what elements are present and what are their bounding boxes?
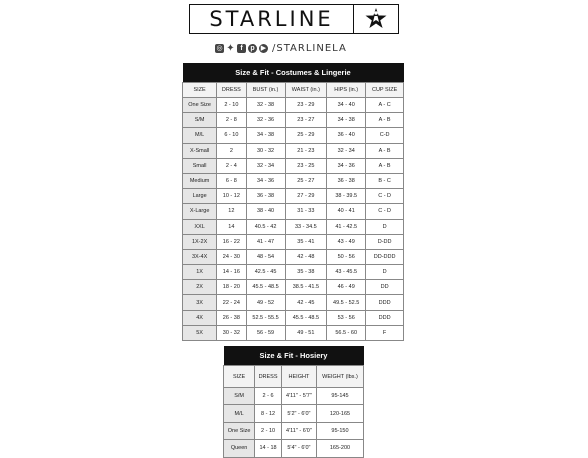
brand-logo — [189, 4, 399, 34]
table-row — [183, 204, 404, 219]
table-row — [224, 388, 364, 405]
table-cell: 5'4" - 6'0" — [281, 440, 316, 457]
table-cell: 27 - 29 — [285, 189, 327, 204]
social-handle[interactable]: /STARLINELA — [272, 42, 347, 54]
table-cell: 95-150 — [316, 422, 363, 439]
table-cell: B - C — [366, 173, 404, 188]
row-size-label: Medium — [183, 173, 217, 188]
table-cell: 34 - 40 — [327, 98, 366, 113]
table-cell: 18 - 20 — [217, 280, 246, 295]
table-cell: A - B — [366, 113, 404, 128]
row-size-label: S/M — [224, 388, 255, 405]
table-cell: 120-165 — [316, 405, 363, 422]
table-cell: 32 - 36 — [246, 113, 285, 128]
social-bar — [215, 41, 385, 55]
table-row — [183, 98, 404, 113]
table-cell: 4'11" - 5'7" — [281, 388, 316, 405]
youtube-icon[interactable]: ▶ — [260, 44, 267, 52]
row-size-label: Queen — [224, 440, 255, 457]
instagram-icon[interactable]: ◎ — [216, 44, 223, 52]
row-size-label: M/L — [224, 405, 255, 422]
table-row — [224, 440, 364, 457]
row-size-label: 3X — [183, 295, 217, 310]
table-cell: 5'2" - 6'0" — [281, 405, 316, 422]
table-cell: 14 - 18 — [255, 440, 282, 457]
row-size-label: Large — [183, 189, 217, 204]
table-cell: 34 - 36 — [327, 158, 366, 173]
table-cell: 36 - 40 — [327, 128, 366, 143]
table-cell: 41 - 47 — [246, 234, 285, 249]
table-cell: 31 - 33 — [285, 204, 327, 219]
column-header: SIZE — [224, 366, 255, 388]
table-cell: 30 - 32 — [217, 325, 246, 340]
column-header: WAIST (in.) — [285, 83, 327, 98]
row-size-label: XXL — [183, 219, 217, 234]
table-cell: D — [366, 219, 404, 234]
table-cell: 2 - 6 — [255, 388, 282, 405]
row-size-label: 4X — [183, 310, 217, 325]
table-cell: 10 - 12 — [217, 189, 246, 204]
table-cell: 23 - 25 — [285, 158, 327, 173]
costumes-table-title: Size & Fit - Costumes & Lingerie — [183, 63, 404, 83]
table-row — [224, 405, 364, 422]
table-cell: 14 — [217, 219, 246, 234]
table-cell: F — [366, 325, 404, 340]
table-cell: 41 - 42.5 — [327, 219, 366, 234]
table-row — [183, 189, 404, 204]
table-row — [183, 265, 404, 280]
table-cell: 42 - 45 — [285, 295, 327, 310]
table-cell: D-DD — [366, 234, 404, 249]
table-cell: 52.5 - 55.5 — [246, 310, 285, 325]
table-row — [183, 113, 404, 128]
table-cell: 14 - 16 — [217, 265, 246, 280]
table-cell: DD-DDD — [366, 249, 404, 264]
column-header: HIPS (in.) — [327, 83, 366, 98]
table-cell: 23 - 29 — [285, 98, 327, 113]
table-cell: 50 - 56 — [327, 249, 366, 264]
table-cell: 45.5 - 48.5 — [285, 310, 327, 325]
table-cell: 38 - 40 — [246, 204, 285, 219]
column-header: HEIGHT — [281, 366, 316, 388]
table-cell: 25 - 27 — [285, 173, 327, 188]
row-size-label: One Size — [224, 422, 255, 439]
table-cell: 2 - 4 — [217, 158, 246, 173]
table-cell: DDD — [366, 295, 404, 310]
table-cell: 12 — [217, 204, 246, 219]
table-row — [183, 295, 404, 310]
row-size-label: 1X-2X — [183, 234, 217, 249]
table-cell: 23 - 27 — [285, 113, 327, 128]
table-cell: 6 - 10 — [217, 128, 246, 143]
table-cell: 30 - 32 — [246, 143, 285, 158]
table-cell: 24 - 30 — [217, 249, 246, 264]
table-cell: C-D — [366, 128, 404, 143]
table-cell: DDD — [366, 310, 404, 325]
table-row — [224, 422, 364, 439]
row-size-label: 2X — [183, 280, 217, 295]
table-cell: 43 - 45.5 — [327, 265, 366, 280]
table-cell: 21 - 23 — [285, 143, 327, 158]
table-cell: 49.5 - 52.5 — [327, 295, 366, 310]
table-cell: 56.5 - 60 — [327, 325, 366, 340]
table-cell: 8 - 12 — [255, 405, 282, 422]
table-cell: 45.5 - 48.5 — [246, 280, 285, 295]
table-cell: 22 - 24 — [217, 295, 246, 310]
row-size-label: 3X-4X — [183, 249, 217, 264]
row-size-label: X-Small — [183, 143, 217, 158]
table-cell: 26 - 38 — [217, 310, 246, 325]
table-cell: 38 - 39.5 — [327, 189, 366, 204]
table-row — [183, 219, 404, 234]
table-cell: 48 - 54 — [246, 249, 285, 264]
table-cell: 40 - 41 — [327, 204, 366, 219]
table-cell: 49 - 51 — [285, 325, 327, 340]
table-cell: 56 - 59 — [246, 325, 285, 340]
table-cell: A - C — [366, 98, 404, 113]
table-cell: A - B — [366, 143, 404, 158]
table-row — [183, 234, 404, 249]
table-row — [183, 280, 404, 295]
table-cell: C - D — [366, 189, 404, 204]
table-cell: 36 - 38 — [327, 173, 366, 188]
table-cell: 35 - 38 — [285, 265, 327, 280]
table-header-row — [224, 366, 364, 388]
table-cell: 36 - 38 — [246, 189, 285, 204]
table-cell: 33 - 34.5 — [285, 219, 327, 234]
table-cell: DD — [366, 280, 404, 295]
table-cell: 2 - 10 — [255, 422, 282, 439]
column-header: CUP SIZE — [366, 83, 404, 98]
table-cell: 4'11" - 6'0" — [281, 422, 316, 439]
table-cell: 40.5 - 42 — [246, 219, 285, 234]
table-cell: 34 - 36 — [246, 173, 285, 188]
table-cell: A - B — [366, 158, 404, 173]
table-row — [183, 128, 404, 143]
table-cell: 16 - 22 — [217, 234, 246, 249]
row-size-label: Small — [183, 158, 217, 173]
row-size-label: 5X — [183, 325, 217, 340]
table-cell: 35 - 41 — [285, 234, 327, 249]
table-row — [183, 310, 404, 325]
table-cell: C - D — [366, 204, 404, 219]
column-header: WEIGHT (lbs.) — [316, 366, 363, 388]
table-cell: 165-200 — [316, 440, 363, 457]
table-cell: 53 - 56 — [327, 310, 366, 325]
table-cell: 2 — [217, 143, 246, 158]
column-header: DRESS — [217, 83, 246, 98]
table-cell: 34 - 38 — [246, 128, 285, 143]
table-cell: 49 - 52 — [246, 295, 285, 310]
table-cell: 32 - 34 — [246, 158, 285, 173]
row-size-label: One Size — [183, 98, 217, 113]
table-cell: 46 - 49 — [327, 280, 366, 295]
table-row — [183, 143, 404, 158]
table-header-row — [183, 83, 404, 98]
table-row — [183, 173, 404, 188]
table-cell: 42.5 - 45 — [246, 265, 285, 280]
table-cell: 6 - 8 — [217, 173, 246, 188]
twitter-icon[interactable]: ✦ — [226, 42, 235, 54]
facebook-icon[interactable]: f — [237, 44, 246, 53]
pinterest-icon[interactable]: p — [248, 44, 257, 53]
table-cell: 32 - 38 — [246, 98, 285, 113]
costumes-size-table — [182, 63, 404, 341]
table-cell: 2 - 10 — [217, 98, 246, 113]
table-cell: 95-145 — [316, 388, 363, 405]
table-cell: D — [366, 265, 404, 280]
table-cell: 2 - 8 — [217, 113, 246, 128]
table-row — [183, 249, 404, 264]
row-size-label: M/L — [183, 128, 217, 143]
table-cell: 43 - 49 — [327, 234, 366, 249]
star-logo-icon — [354, 5, 398, 33]
table-row — [183, 325, 404, 340]
table-cell: 25 - 29 — [285, 128, 327, 143]
column-header: BUST (in.) — [246, 83, 285, 98]
row-size-label: X-Large — [183, 204, 217, 219]
column-header: SIZE — [183, 83, 217, 98]
column-header: DRESS — [255, 366, 282, 388]
hosiery-table-title: Size & Fit - Hosiery — [224, 346, 364, 366]
table-cell: 34 - 38 — [327, 113, 366, 128]
table-cell: 42 - 48 — [285, 249, 327, 264]
row-size-label: S/M — [183, 113, 217, 128]
table-cell: 32 - 34 — [327, 143, 366, 158]
brand-name: STARLINE — [190, 5, 354, 33]
row-size-label: 1X — [183, 265, 217, 280]
table-row — [183, 158, 404, 173]
table-cell: 38.5 - 41.5 — [285, 280, 327, 295]
